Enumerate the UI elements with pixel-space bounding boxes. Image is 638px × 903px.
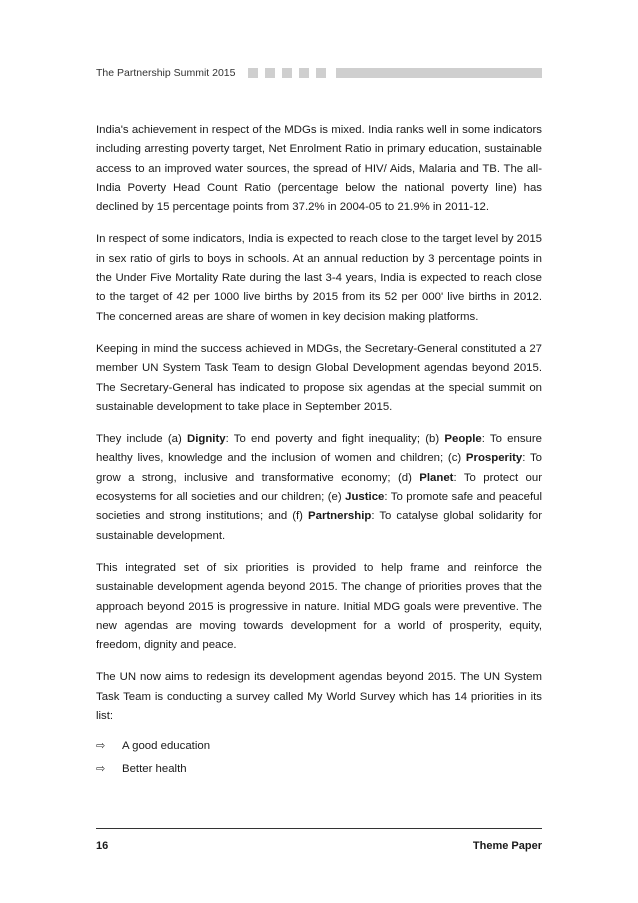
list-item-text: A good education bbox=[122, 740, 211, 753]
term-people: People bbox=[444, 433, 482, 446]
arrow-right-icon: ⇨ bbox=[96, 740, 106, 753]
term-prosperity: Prosperity bbox=[465, 452, 523, 465]
header-decor-square bbox=[316, 68, 326, 78]
paragraph-5: This integrated set of six priorities is provided to help frame and reinforce the sustainable development agenda beyond 2015. The change of priorities proves that the approach beyond 2015 is progressive in nature. Initial MDG goals were preventive. The new agendas are moving towards development for a world of prosperity, equity, freedom, dignity and peace. bbox=[96, 561, 542, 652]
priority-list bbox=[96, 735, 542, 781]
page-number: 16 bbox=[96, 840, 109, 852]
header-decor-square bbox=[248, 68, 258, 78]
list-item bbox=[96, 735, 542, 758]
list-item-text: Better health bbox=[122, 763, 187, 776]
header-decor-bar bbox=[336, 68, 542, 78]
header-title: The Partnership Summit 2015 bbox=[96, 67, 236, 79]
footer-divider bbox=[96, 828, 542, 829]
paragraph-1: India's achievement in respect of the MDGs is mixed. India ranks well in some indicators including arresting poverty target, Net Enrolment Ratio in primary education, sustainable access to an improved water sources, the spread of HIV/ Aids, Malaria and TB. The all-India Poverty Head Count Ratio (percentage below the national poverty line) has declined by 15 percentage points from 37.2% in 2004-05 to 21.9% in 2011-12. bbox=[96, 124, 542, 214]
paragraph-6: The UN now aims to redesign its development agendas beyond 2015. The UN System Task Team is conducting a survey called My World Survey which has 14 priorities in its list: bbox=[96, 671, 542, 723]
body-text bbox=[96, 121, 542, 781]
text-run: : To grow a strong, inclusive and transformative economy; (d) bbox=[96, 452, 542, 484]
paragraph-4 bbox=[96, 430, 542, 546]
list-item bbox=[96, 758, 542, 781]
text-run: : To end poverty and fight inequality; (b) bbox=[225, 433, 445, 446]
paragraph-2: In respect of some indicators, India is expected to reach close to the target level by 2015 in sex ratio of girls to boys in schools. At an annual reduction by 3 percentage points in the Under Five Mortality Rate during the last 3-4 years, India is expected to reach close to the target of 42 per 1000 live births by 2015 from its 52 per 000' live births in 2012. The concerned areas are share of women in key decision making platforms. bbox=[96, 233, 542, 323]
footer-label: Theme Paper bbox=[472, 840, 542, 852]
running-header bbox=[96, 66, 542, 80]
text-run: : To protect our ecosystems for all societies and our children; (e) bbox=[96, 471, 542, 504]
term-justice: Justice bbox=[345, 491, 385, 504]
paragraph-3: Keeping in mind the success achieved in MDGs, the Secretary-General constituted a 27 member UN System Task Team to design Global Development agendas beyond 2015. The Secretary-General has indicated to propose six agendas at the special summit on sustainable development to take place in September 2015. bbox=[96, 342, 542, 413]
text-run: They include (a) bbox=[96, 433, 187, 446]
term-partnership: Partnership bbox=[308, 510, 372, 523]
text-run: : To ensure healthy lives, knowledge and the inclusion of women and children; (c) bbox=[96, 433, 542, 465]
arrow-right-icon: ⇨ bbox=[96, 763, 106, 776]
term-planet: Planet bbox=[419, 471, 454, 484]
term-dignity: Dignity bbox=[186, 433, 226, 446]
header-decor-square bbox=[265, 68, 275, 78]
text-run: : To promote safe and peaceful societies and strong institutions; and (f) bbox=[96, 491, 542, 523]
header-decor-square bbox=[299, 68, 309, 78]
text-run: : To catalyse global solidarity for sustainable development. bbox=[96, 510, 542, 542]
header-decor-square bbox=[282, 68, 292, 78]
